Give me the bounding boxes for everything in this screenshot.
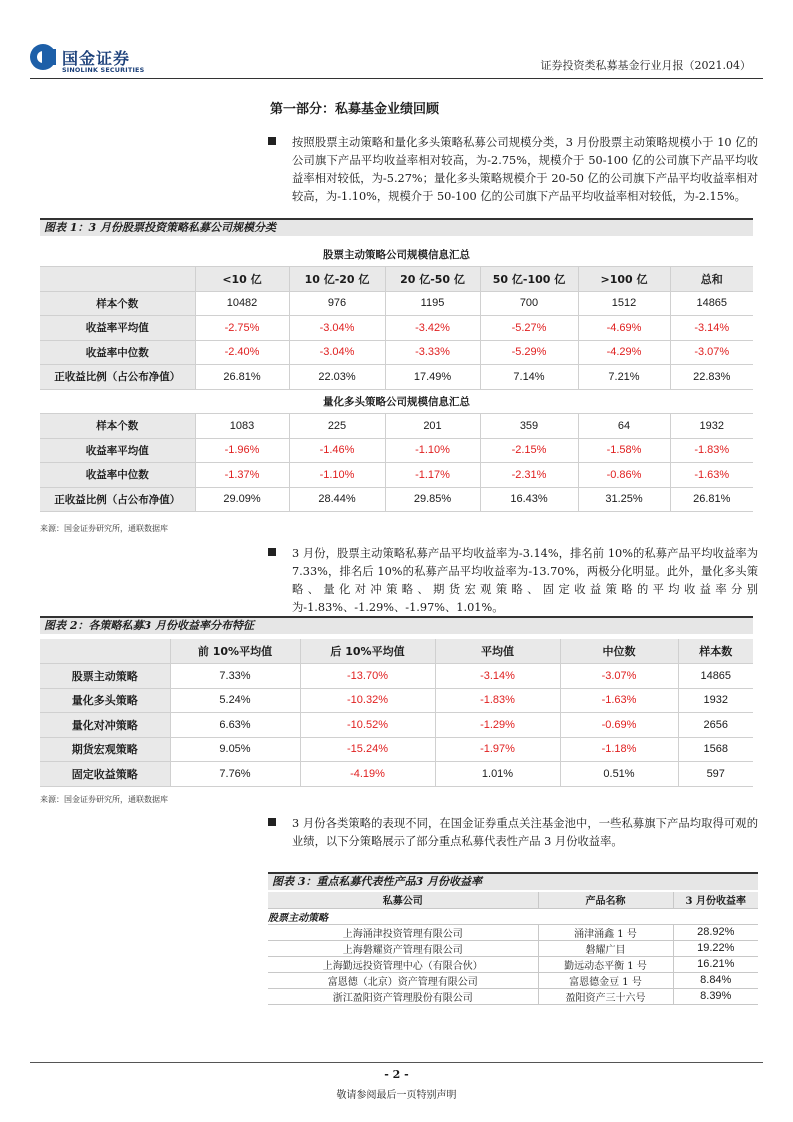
table-cell: 9.05%: [170, 737, 300, 762]
table-cell: 14865: [678, 664, 753, 689]
table-cell: 28.44%: [289, 487, 385, 512]
table-cell: -3.42%: [385, 316, 480, 341]
table-row: [40, 664, 753, 689]
table-row: [268, 988, 758, 1004]
table-cell: 1932: [678, 688, 753, 713]
figure-3-title: 图表 3：重点私募代表性产品3 月份收益率: [268, 872, 758, 890]
column-header: 中位数: [560, 639, 678, 664]
row-label: 固定收益策略: [40, 762, 170, 787]
column-header: [40, 639, 170, 664]
company-cell: 浙江盈阳资产管理股份有限公司: [268, 988, 538, 1004]
table-row: [40, 713, 753, 738]
table-cell: -4.69%: [578, 316, 670, 341]
return-cell: 8.84%: [673, 972, 758, 988]
table-row: [40, 365, 753, 390]
table-cell: -2.75%: [195, 316, 289, 341]
bullet-icon: [268, 818, 276, 826]
table-cell: -0.69%: [560, 713, 678, 738]
table-row: [40, 340, 753, 365]
table-cell: 14865: [670, 291, 753, 316]
return-cell: 8.39%: [673, 988, 758, 1004]
figure-1-table: [40, 242, 753, 512]
product-cell: 富恩德金豆 1 号: [538, 972, 673, 988]
table-cell: 1083: [195, 414, 289, 439]
table-cell: -1.63%: [670, 463, 753, 488]
table-cell: 7.14%: [480, 365, 578, 390]
figure-2-source: 来源：国金证券研究所，通联数据库: [40, 795, 168, 804]
report-title: 证券投资类私募基金行业月报（2021.04）: [540, 59, 751, 72]
table-cell: 7.21%: [578, 365, 670, 390]
column-header: 10 亿-20 亿: [289, 267, 385, 292]
bullet-icon: [268, 548, 276, 556]
table-cell: 1932: [670, 414, 753, 439]
table-cell: 1512: [578, 291, 670, 316]
table-cell: -3.14%: [435, 664, 560, 689]
column-header: 前 10%平均值: [170, 639, 300, 664]
table-cell: -1.17%: [385, 463, 480, 488]
table-row: [268, 940, 758, 956]
row-label: 收益率中位数: [40, 463, 195, 488]
table-cell: -4.19%: [300, 762, 435, 787]
group-1-title: 股票主动策略公司规模信息汇总: [40, 242, 753, 267]
page-header: [0, 0, 793, 80]
table-cell: 22.03%: [289, 365, 385, 390]
table-cell: 597: [678, 762, 753, 787]
company-logo: [30, 44, 150, 76]
table-row: [40, 291, 753, 316]
table-cell: -10.52%: [300, 713, 435, 738]
row-label: 量化对冲策略: [40, 713, 170, 738]
row-label: 样本个数: [40, 414, 195, 439]
table-cell: 1.01%: [435, 762, 560, 787]
table-cell: -3.14%: [670, 316, 753, 341]
table-cell: -1.10%: [289, 463, 385, 488]
column-header: 3 月份收益率: [673, 892, 758, 908]
column-header: 50 亿-100 亿: [480, 267, 578, 292]
table-cell: 26.81%: [670, 487, 753, 512]
table-cell: -1.18%: [560, 737, 678, 762]
table-cell: -1.37%: [195, 463, 289, 488]
header-divider: [30, 78, 763, 79]
table-row: [40, 438, 753, 463]
table-cell: -1.10%: [385, 438, 480, 463]
table-cell: 10482: [195, 291, 289, 316]
table-cell: 0.51%: [560, 762, 678, 787]
table-cell: -3.04%: [289, 340, 385, 365]
table-row: [268, 972, 758, 988]
table-cell: 29.09%: [195, 487, 289, 512]
column-header: 样本数: [678, 639, 753, 664]
product-cell: 盈阳资产三十六号: [538, 988, 673, 1004]
return-cell: 16.21%: [673, 956, 758, 972]
company-cell: 上海勤远投资管理中心（有限合伙）: [268, 956, 538, 972]
company-cell: 富恩德（北京）资产管理有限公司: [268, 972, 538, 988]
table-cell: -13.70%: [300, 664, 435, 689]
row-label: 正收益比例（占公布净值）: [40, 487, 195, 512]
row-label: 收益率中位数: [40, 340, 195, 365]
table-cell: 29.85%: [385, 487, 480, 512]
column-header: >100 亿: [578, 267, 670, 292]
company-cell: 上海磐耀资产管理有限公司: [268, 940, 538, 956]
table-cell: 31.25%: [578, 487, 670, 512]
section-title: 第一部分：私募基金业绩回顾: [270, 102, 440, 117]
table-cell: -1.97%: [435, 737, 560, 762]
paragraph-3: [292, 815, 758, 851]
category-label: 股票主动策略: [268, 908, 758, 924]
table-cell: 64: [578, 414, 670, 439]
table-cell: -3.33%: [385, 340, 480, 365]
column-header: 20 亿-50 亿: [385, 267, 480, 292]
table-cell: 359: [480, 414, 578, 439]
table-cell: 22.83%: [670, 365, 753, 390]
row-label: 样本个数: [40, 291, 195, 316]
table-cell: 976: [289, 291, 385, 316]
table-row: [40, 414, 753, 439]
column-header: 产品名称: [538, 892, 673, 908]
table-cell: 225: [289, 414, 385, 439]
table-row: [40, 316, 753, 341]
table-cell: -1.83%: [435, 688, 560, 713]
figure-1-source: 来源：国金证券研究所，通联数据库: [40, 524, 168, 533]
logo-icon: [30, 44, 56, 70]
paragraph-2-text: 3 月份，股票主动策略私募产品平均收益率为-3.14%，排名前 10%的私募产品平均收益率为 7.33%，排名后 10%的私募产品平均收益率为-13.70%，两极分化明显。此外，量化多头策略、量化对冲策略、期货宏观策略、固定收益策略的平均收益率分别为-1.83%、-1.29%、-1.97%、1.01%。: [292, 547, 758, 614]
column-header: 后 10%平均值: [300, 639, 435, 664]
figure-2-table: [40, 639, 753, 787]
table-cell: 1568: [678, 737, 753, 762]
paragraph-2: [292, 545, 758, 617]
column-header: 私募公司: [268, 892, 538, 908]
table-cell: 700: [480, 291, 578, 316]
return-cell: 19.22%: [673, 940, 758, 956]
figure-2-title: 图表 2：各策略私募3 月份收益率分布特征: [40, 616, 753, 634]
table-cell: 1195: [385, 291, 480, 316]
table-cell: 17.49%: [385, 365, 480, 390]
product-cell: 涌津涌鑫 1 号: [538, 924, 673, 940]
table-cell: 201: [385, 414, 480, 439]
column-header: [40, 267, 195, 292]
table-cell: -1.46%: [289, 438, 385, 463]
disclaimer-note: 敬请参阅最后一页特别声明: [336, 1090, 457, 1101]
table-cell: -3.07%: [670, 340, 753, 365]
table-cell: -4.29%: [578, 340, 670, 365]
return-cell: 28.92%: [673, 924, 758, 940]
company-cell: 上海涌津投资管理有限公司: [268, 924, 538, 940]
table-cell: -15.24%: [300, 737, 435, 762]
table-cell: -1.83%: [670, 438, 753, 463]
table-cell: 6.63%: [170, 713, 300, 738]
page-number: - 2 -: [384, 1068, 409, 1081]
table-row: [40, 463, 753, 488]
row-label: 正收益比例（占公布净值）: [40, 365, 195, 390]
group-2-title: 量化多头策略公司规模信息汇总: [40, 389, 753, 414]
table-cell: -3.04%: [289, 316, 385, 341]
figure-3-table: [268, 892, 758, 1005]
table-cell: 16.43%: [480, 487, 578, 512]
table-row: [40, 737, 753, 762]
table-cell: -0.86%: [578, 463, 670, 488]
column-header: <10 亿: [195, 267, 289, 292]
table-row: [268, 924, 758, 940]
paragraph-3-text: 3 月份各类策略的表现不同，在国金证券重点关注基金池中，一些私募旗下产品均取得可观的业绩，以下分策略展示了部分重点私募代表性产品 3 月份收益率。: [292, 817, 758, 848]
table-cell: -5.29%: [480, 340, 578, 365]
table-cell: 7.33%: [170, 664, 300, 689]
table-cell: -10.32%: [300, 688, 435, 713]
table-row: [40, 487, 753, 512]
paragraph-1: [292, 134, 758, 206]
table-cell: 5.24%: [170, 688, 300, 713]
table-cell: 2656: [678, 713, 753, 738]
table-cell: -2.31%: [480, 463, 578, 488]
bullet-icon: [268, 137, 276, 145]
table-cell: 7.76%: [170, 762, 300, 787]
table-cell: -2.40%: [195, 340, 289, 365]
table-cell: -1.96%: [195, 438, 289, 463]
column-header: 总和: [670, 267, 753, 292]
table-row: [268, 956, 758, 972]
row-label: 收益率平均值: [40, 316, 195, 341]
logo-text-cn: 国金证券: [62, 49, 131, 68]
row-label: 量化多头策略: [40, 688, 170, 713]
table-row: [40, 688, 753, 713]
table-cell: -1.63%: [560, 688, 678, 713]
logo-text-en: SINOLINK SECURITIES: [62, 66, 145, 74]
table-cell: -5.27%: [480, 316, 578, 341]
row-label: 期货宏观策略: [40, 737, 170, 762]
product-cell: 勤远动态平衡 1 号: [538, 956, 673, 972]
figure-1-title: 图表 1：3 月份股票投资策略私募公司规模分类: [40, 218, 753, 236]
row-label: 收益率平均值: [40, 438, 195, 463]
footer-divider: [30, 1062, 763, 1063]
table-cell: -1.29%: [435, 713, 560, 738]
table-row: [40, 762, 753, 787]
table-cell: 26.81%: [195, 365, 289, 390]
row-label: 股票主动策略: [40, 664, 170, 689]
product-cell: 磐耀广目: [538, 940, 673, 956]
table-cell: -2.15%: [480, 438, 578, 463]
table-cell: -1.58%: [578, 438, 670, 463]
table-cell: -3.07%: [560, 664, 678, 689]
paragraph-1-text: 按照股票主动策略和量化多头策略私募公司规模分类，3 月份股票主动策略规模小于 10 亿的公司旗下产品平均收益率相对较高，为-2.75%，规模介于 50-100 亿的公司旗下产品平均收益率相对较低，为-5.27%；量化多头策略规模介于 20-50 亿的公司旗下产品平均收益率相对较高，为-1.10%，规模介于 50-100 亿的公司旗下产品平均收益率相对较低，为-2.15%。: [292, 136, 758, 203]
column-header: 平均值: [435, 639, 560, 664]
